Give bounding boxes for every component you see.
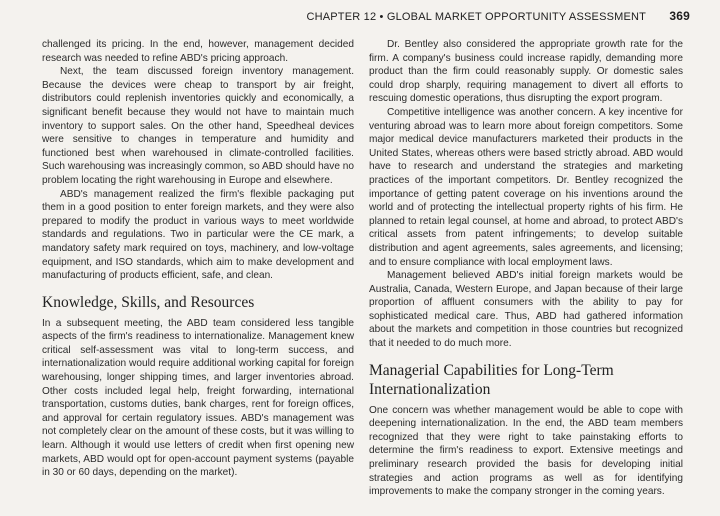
paragraph: In a subsequent meeting, the ABD team considered less tangible aspects of the firm's readiness to internationalize. Management knew critical self-assessment was vital to long-term success, and internationalization would require additional working capital for foreign warehousing, longer shipping times, and larger inventories abroad. Other costs included legal help, freight forwarding, international transportation, customs duties, bank charges, rent for foreign offices, and approval for certain regulatory issues. ABD's management was not completely clear on the amount of these costs, but it was willing to learn. Although it would use letters of credit when first opening new markets, ABD would opt for open-account payment systems (payable in 30 or 60 days, depending on the market).: [42, 317, 354, 479]
running-header: [306, 9, 690, 23]
left-column: [42, 38, 354, 480]
section-heading: Managerial Capabilities for Long-Term Internationalization: [369, 361, 614, 398]
page-number: 369: [669, 9, 690, 23]
paragraph: Competitive intelligence was another concern. A key incentive for venturing abroad was to learn more about foreign competitors. Some major medical device manufacturers marketed their products in the United States, whereas others were based strictly abroad. ABD would have to research and understand the strategies and marketing practices of the important competitors. Dr. Bentley recognized the importance of getting patent coverage on his inventions around the world and of protecting the intellectual property rights of his firm. He planned to retain legal counsel, at home and abroad, to protect ABD's critical assets from patent infringements; to develop suitable distribution and agent agreements, sales agreements, and licensing; and to ensure compliance with local employment laws.: [369, 106, 683, 268]
section-heading: Knowledge, Skills, and Resources: [42, 293, 255, 311]
paragraph: challenged its pricing. In the end, however, management decided research was needed to refine ABD's pricing approach.: [42, 39, 354, 64]
paragraph: Next, the team discussed foreign inventory management. Because the devices were cheap to transport by air freight, distributors could replenish inventories quickly and economically, a significant benefit because they would not have to maintain much inventory to support sales. On the other hand, Speedheal devices were sensitive to changes in temperature and humidity and functioned best when warehoused in climate-controlled facilities. Such warehousing was increasingly common, so ABD should have no problem locating the right warehousing in Europe and elsewhere.: [42, 66, 354, 186]
chapter-title: CHAPTER 12 • GLOBAL MARKET OPPORTUNITY ASSESSMENT: [306, 11, 647, 23]
paragraph: One concern was whether management would be able to cope with deepening internationalization. In the end, the ABD team members recognized that they were right to take painstaking efforts to determine the firm's readiness to export. Extensive meetings and preliminary research provided the basis for developing initial strategies and action programs as well as for identifying improvements to make the company stronger in the coming years.: [369, 404, 683, 498]
paragraph: Dr. Bentley also considered the appropriate growth rate for the firm. A company's business could increase rapidly, demanding more product than the firm could reasonably supply. Or domestic sales could drop sharply, requiring management to divert all efforts to rescuing domestic operations, thus disrupting the export program.: [369, 39, 683, 105]
right-column: [369, 38, 683, 499]
paragraph: ABD's management realized the firm's flexible packaging put them in a good position to enter foreign markets, and they were also prepared to modify the product in various ways to meet worldwide standards and regulations. Two in particular were the CE mark, a mandatory safety mark required on toys, machinery, and low-voltage equipment, and ISO standards, which aim to make development and manufacturing of products efficient, safe, and clean.: [42, 188, 354, 282]
paragraph: Management believed ABD's initial foreign markets would be Australia, Canada, Western Europe, and Japan because of their large proportion of affluent consumers with the ability to pay for sophisticated medical care. Thus, ABD had gathered information about the markets and competition in those countries but recognized that it needed to do much more.: [369, 270, 683, 350]
